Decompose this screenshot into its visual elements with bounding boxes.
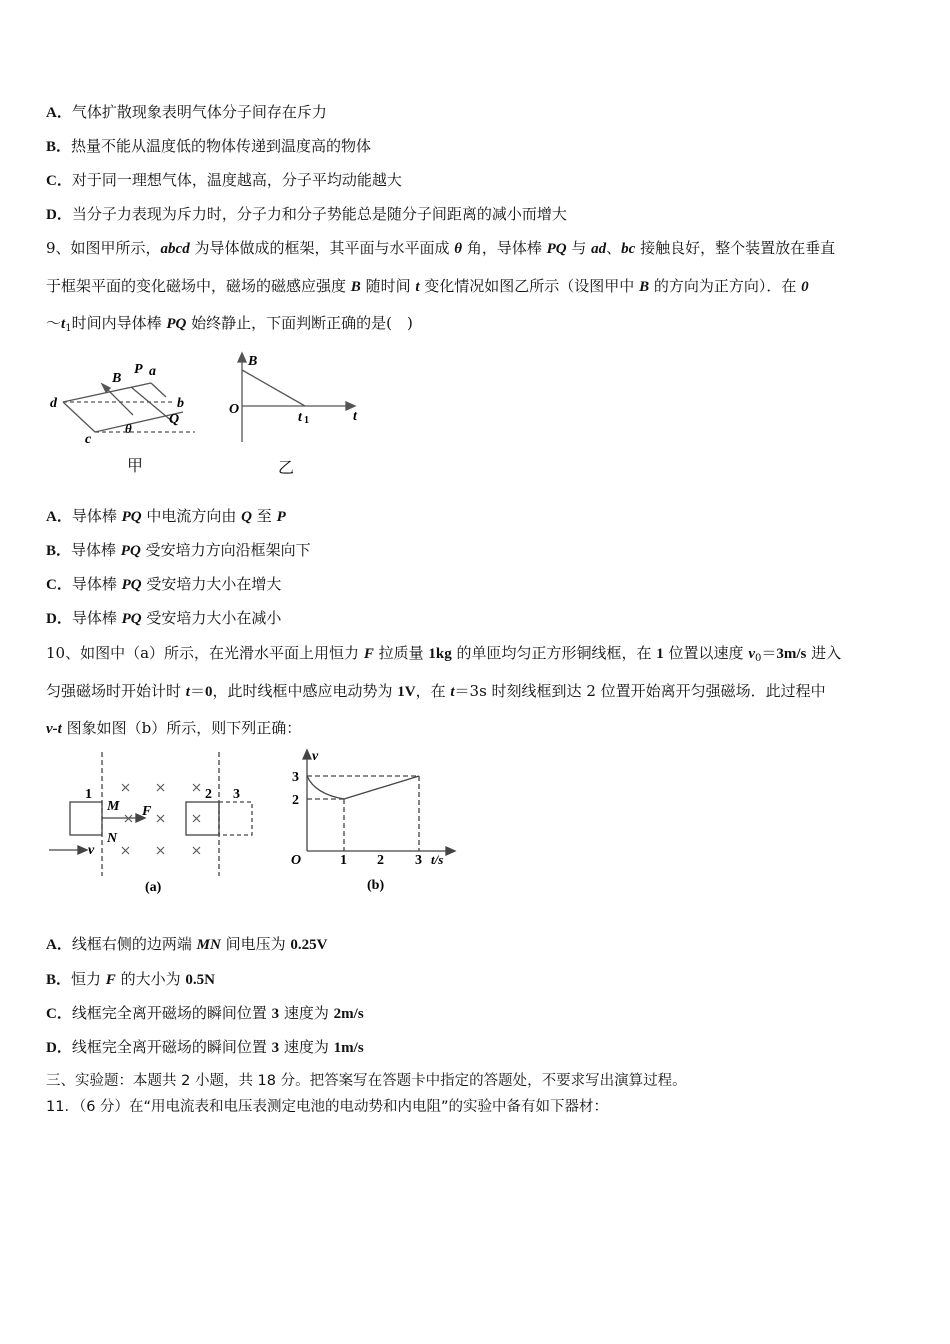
option-text: 当分子力表现为斥力时，分子力和分子势能总是随分子间距离的减小而增大 [71, 205, 567, 223]
var: PQ [546, 241, 567, 257]
svg-text:3: 3 [415, 853, 422, 868]
num: 2m/s [333, 1006, 364, 1022]
text: 导体棒 [71, 507, 122, 525]
svg-text:3: 3 [233, 787, 240, 802]
text: 受安培力大小在减小 [141, 609, 282, 627]
num: 3 [271, 1006, 280, 1022]
svg-text:2: 2 [377, 853, 384, 868]
var: PQ [166, 316, 187, 332]
var: Q [241, 509, 253, 525]
svg-text:(b): (b) [367, 878, 385, 893]
num: 1kg [428, 646, 452, 662]
q9-option-b [46, 540, 311, 561]
q9-stem-line3 [46, 313, 413, 339]
svg-text:1: 1 [304, 415, 309, 426]
q8-option-a [46, 102, 327, 123]
text: ＝ [189, 682, 205, 700]
text: 时间内导体棒 [71, 314, 167, 332]
option-label: A． [46, 509, 72, 525]
option-label: B． [46, 543, 72, 559]
figure-jia-caption: 甲 [127, 456, 144, 475]
text: ～ [46, 314, 62, 332]
var: t [415, 279, 420, 295]
text: 角，导体棒 [462, 239, 547, 257]
svg-text:t: t [298, 410, 302, 425]
svg-text:v: v [88, 843, 95, 858]
q10-stem-line1 [46, 643, 841, 669]
text: 导体棒 [71, 541, 121, 559]
svg-text:2: 2 [205, 787, 212, 802]
text: 中电流方向由 [141, 507, 242, 525]
option-label: B． [46, 972, 72, 988]
svg-text:3: 3 [292, 770, 299, 785]
svg-text:M: M [107, 799, 120, 814]
num: 0 [204, 684, 213, 700]
num: 1V [397, 684, 416, 700]
q10-option-d [46, 1037, 364, 1058]
var: MN [196, 937, 221, 953]
text: 间电压为 [220, 935, 291, 953]
var: v [748, 646, 755, 662]
svg-text:O: O [291, 853, 302, 868]
text: 的单匝均匀正方形铜线框，在 [451, 644, 657, 662]
subscript: 0 [754, 653, 762, 664]
text: ＝3s 时刻线框到达 2 位置开始离开匀强磁场．此过程中 [454, 682, 826, 700]
text: 9、如图甲所示， [46, 239, 161, 257]
svg-text:b: b [177, 396, 184, 411]
text: 10、如图中（a）所示，在光滑水平面上用恒力 [46, 644, 364, 662]
var: abcd [160, 241, 190, 257]
text: 变化情况如图乙所示（设图甲中 [419, 277, 640, 295]
text: 始终静止，下面判断正确的是( ) [186, 314, 413, 332]
option-label: A． [46, 105, 72, 121]
var: PQ [121, 577, 142, 593]
var: θ [454, 241, 463, 257]
svg-text:O: O [229, 402, 240, 417]
option-label: C． [46, 577, 72, 593]
figure-jia [45, 355, 205, 450]
option-label: D． [46, 611, 72, 627]
text: 线框完全离开磁场的瞬间位置 [71, 1004, 272, 1022]
var: B [639, 279, 650, 295]
var: bc [621, 241, 636, 257]
q10-stem-line2 [46, 681, 826, 702]
text: ，在 [415, 682, 451, 700]
svg-text:N: N [107, 831, 118, 846]
v-t-graph [285, 748, 460, 896]
var: v-t [46, 721, 62, 737]
q8-option-c [46, 170, 402, 191]
q10-option-c [46, 1003, 364, 1024]
subscript: 1 [65, 323, 72, 334]
svg-text:θ: θ [125, 421, 132, 436]
text: 线框右侧的边两端 [71, 935, 197, 953]
q9-option-d [46, 608, 281, 629]
q8-option-b [46, 136, 371, 157]
text: 接触良好，整个装置放在垂直 [635, 239, 836, 257]
q9-stem-line2 [46, 276, 809, 297]
svg-text:1: 1 [340, 853, 347, 868]
svg-text:B: B [248, 354, 258, 369]
text: 的方向为正方向）．在 [649, 277, 802, 295]
text: 匀强磁场时开始计时 [46, 682, 186, 700]
section-heading: 三、实验题：本题共 2 小题，共 18 分。把答案写在答题卡中指定的答题处，不要求写出演算过程。 [46, 1073, 687, 1089]
text: 拉质量 [373, 644, 429, 662]
num: 3 [271, 1040, 280, 1056]
q11-stem: 11．（6 分）在“用电流表和电压表测定电池的电动势和内电阻”的实验中备有如下器材： [46, 1099, 609, 1115]
text: 为导体做成的框架，其平面与水平面成 [189, 239, 455, 257]
num: 1m/s [333, 1040, 364, 1056]
text: 、 [606, 239, 622, 257]
text: 受安培力方向沿框架向下 [140, 541, 311, 559]
text: 受安培力大小在增大 [141, 575, 282, 593]
text: 线框完全离开磁场的瞬间位置 [71, 1038, 272, 1056]
var: F [363, 646, 374, 662]
svg-text:2: 2 [292, 793, 299, 808]
option-text: 气体扩散现象表明气体分子间存在斥力 [71, 103, 327, 121]
frame-diagram [45, 355, 205, 450]
b-t-graph [225, 350, 365, 445]
svg-text:d: d [50, 396, 57, 411]
var: B [350, 279, 361, 295]
option-text: 对于同一理想气体，温度越高，分子平均动能越大 [71, 171, 402, 189]
figure-yi-caption: 乙 [278, 458, 295, 477]
svg-text:P: P [134, 362, 143, 377]
text: 恒力 [71, 970, 106, 988]
svg-text:Q: Q [169, 412, 180, 427]
text: 随时间 [360, 277, 416, 295]
svg-text:v: v [312, 749, 319, 764]
text: 的大小为 [115, 970, 186, 988]
q9-stem-line1 [46, 238, 835, 259]
var: PQ [121, 611, 142, 627]
text: 导体棒 [71, 609, 122, 627]
svg-text:c: c [85, 432, 92, 447]
text: 导体棒 [71, 575, 122, 593]
text: ，此时线框中感应电动势为 [212, 682, 398, 700]
magnetic-field-diagram [45, 748, 267, 896]
text: 于框架平面的变化磁场中，磁场的磁感应强度 [46, 277, 351, 295]
text: 与 [566, 239, 592, 257]
figure-yi-chart [225, 350, 365, 445]
q9-option-a [46, 506, 286, 527]
text: 进入 [806, 644, 842, 662]
option-label: C． [46, 173, 72, 189]
svg-text:1: 1 [85, 787, 92, 802]
option-label: B． [46, 139, 72, 155]
text: 图象如图（b）所示，则下列正确： [61, 719, 302, 737]
var: P [276, 509, 286, 525]
q8-option-d [46, 204, 567, 225]
var: PQ [121, 509, 142, 525]
svg-text:t/s: t/s [431, 852, 444, 867]
svg-text:B: B [112, 371, 122, 386]
option-label: C． [46, 1006, 72, 1022]
num: 3m/s [776, 646, 807, 662]
q10-stem-line3 [46, 718, 301, 739]
option-label: D． [46, 1040, 72, 1056]
text: ＝ [761, 644, 777, 662]
var: t [450, 684, 455, 700]
var: ad [591, 241, 607, 257]
num: 0.5N [185, 972, 215, 988]
svg-text:a: a [149, 364, 156, 379]
var: t [61, 316, 66, 332]
text: 位置以速度 [663, 644, 749, 662]
option-label: D． [46, 207, 72, 223]
num: 0.25V [290, 937, 328, 953]
q10-option-b [46, 969, 215, 990]
option-label: A． [46, 937, 72, 953]
text: 速度为 [279, 1038, 334, 1056]
figure-a [45, 748, 267, 896]
figure-b-chart [285, 748, 460, 896]
option-text: 热量不能从温度低的物体传递到温度高的物体 [71, 137, 372, 155]
svg-text:t: t [353, 409, 357, 424]
text: 速度为 [279, 1004, 334, 1022]
svg-text:(a): (a) [145, 880, 162, 895]
text: 至 [252, 507, 277, 525]
q10-option-a [46, 934, 327, 955]
var: F [105, 972, 116, 988]
var: 0 [801, 279, 809, 295]
var: t [185, 684, 190, 700]
svg-text:F: F [142, 804, 152, 819]
q9-option-c [46, 574, 281, 595]
num: 1 [656, 646, 664, 662]
var: PQ [120, 543, 141, 559]
